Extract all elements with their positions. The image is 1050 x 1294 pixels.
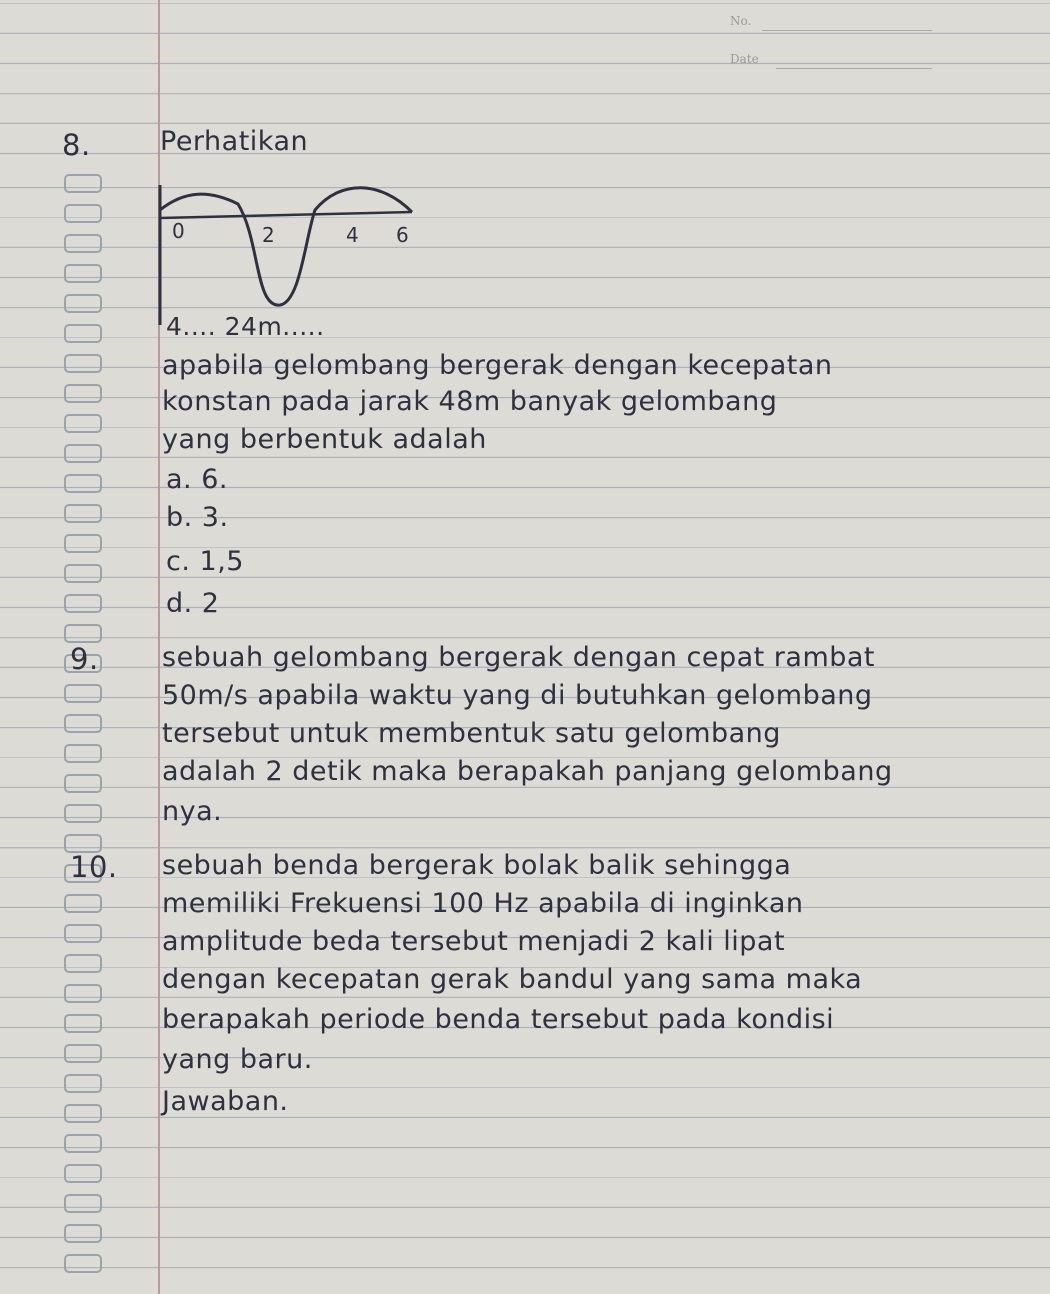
q10-line-5: berapakah periode benda tersebut pada kondisi xyxy=(162,1004,835,1035)
checkbox xyxy=(64,414,102,433)
q8-number: 8. xyxy=(62,128,91,162)
q10-line-4: dengan kecepatan gerak bandul yang sama maka xyxy=(162,964,863,995)
checkbox xyxy=(64,234,102,253)
q8-title: Perhatikan xyxy=(160,126,309,157)
checkbox xyxy=(64,1224,102,1243)
q10-line-6: yang baru. xyxy=(162,1044,313,1075)
axis-label-4: 4 xyxy=(346,223,359,247)
checkbox xyxy=(64,1104,102,1123)
checkbox xyxy=(64,894,102,913)
checkbox xyxy=(64,954,102,973)
checkbox xyxy=(64,174,102,193)
date-line xyxy=(776,68,932,69)
checkbox xyxy=(64,504,102,523)
q8-option-c: c. 1,5 xyxy=(166,546,244,577)
checkbox xyxy=(64,1014,102,1033)
checkbox xyxy=(64,354,102,373)
no-label: No. xyxy=(730,14,752,28)
q8-line-2: konstan pada jarak 48m banyak gelombang xyxy=(162,386,778,417)
checkbox xyxy=(64,684,102,703)
checkbox xyxy=(64,744,102,763)
checkbox xyxy=(64,564,102,583)
wave-curve xyxy=(160,188,412,305)
checkbox xyxy=(64,714,102,733)
q8-line-1: apabila gelombang bergerak dengan kecepatan xyxy=(162,350,833,381)
checkbox xyxy=(64,1194,102,1213)
q9-line-2: 50m/s apabila waktu yang di butuhkan gelombang xyxy=(162,680,873,711)
q8-line-3: yang berbentuk adalah xyxy=(162,424,487,455)
q9-line-1: sebuah gelombang bergerak dengan cepat rambat xyxy=(162,642,876,673)
q8-option-a: a. 6. xyxy=(166,464,228,495)
checkbox xyxy=(64,594,102,613)
q8-distance-label: 4.... 24m..... xyxy=(166,312,325,341)
checkbox xyxy=(64,384,102,403)
date-label: Date xyxy=(730,52,759,66)
checkbox xyxy=(64,294,102,313)
checkbox xyxy=(64,444,102,463)
q10-line-1: sebuah benda bergerak bolak balik sehingga xyxy=(162,850,792,881)
checkbox xyxy=(64,774,102,793)
wave-diagram xyxy=(150,180,430,330)
axis-label-6: 6 xyxy=(396,223,409,247)
q10-answer-label: Jawaban. xyxy=(162,1086,289,1117)
q10-line-3: amplitude beda tersebut menjadi 2 kali lipat xyxy=(162,926,786,957)
checkbox xyxy=(64,1254,102,1273)
checkbox xyxy=(64,804,102,823)
checkbox xyxy=(64,474,102,493)
checkbox xyxy=(64,924,102,943)
checkbox xyxy=(64,204,102,223)
checkbox xyxy=(64,624,102,643)
q10-number: 10. xyxy=(70,850,118,884)
wave-horizontal-axis xyxy=(160,212,412,218)
checkbox xyxy=(64,324,102,343)
q9-line-5: nya. xyxy=(162,796,223,827)
checkbox xyxy=(64,1074,102,1093)
q9-number: 9. xyxy=(70,642,99,676)
q10-line-2: memiliki Frekuensi 100 Hz apabila di inginkan xyxy=(162,888,804,919)
checkbox xyxy=(64,1044,102,1063)
checkbox xyxy=(64,264,102,283)
checkbox xyxy=(64,1164,102,1183)
checkbox xyxy=(64,984,102,1003)
axis-label-2: 2 xyxy=(262,223,275,247)
checkbox xyxy=(64,1134,102,1153)
q9-line-3: tersebut untuk membentuk satu gelombang xyxy=(162,718,781,749)
no-line xyxy=(762,30,932,31)
q9-line-4: adalah 2 detik maka berapakah panjang gelombang xyxy=(162,756,893,787)
checkbox xyxy=(64,534,102,553)
q8-option-b: b. 3. xyxy=(166,502,229,533)
q8-option-d: d. 2 xyxy=(166,588,220,619)
axis-label-0: 0 xyxy=(172,219,185,243)
